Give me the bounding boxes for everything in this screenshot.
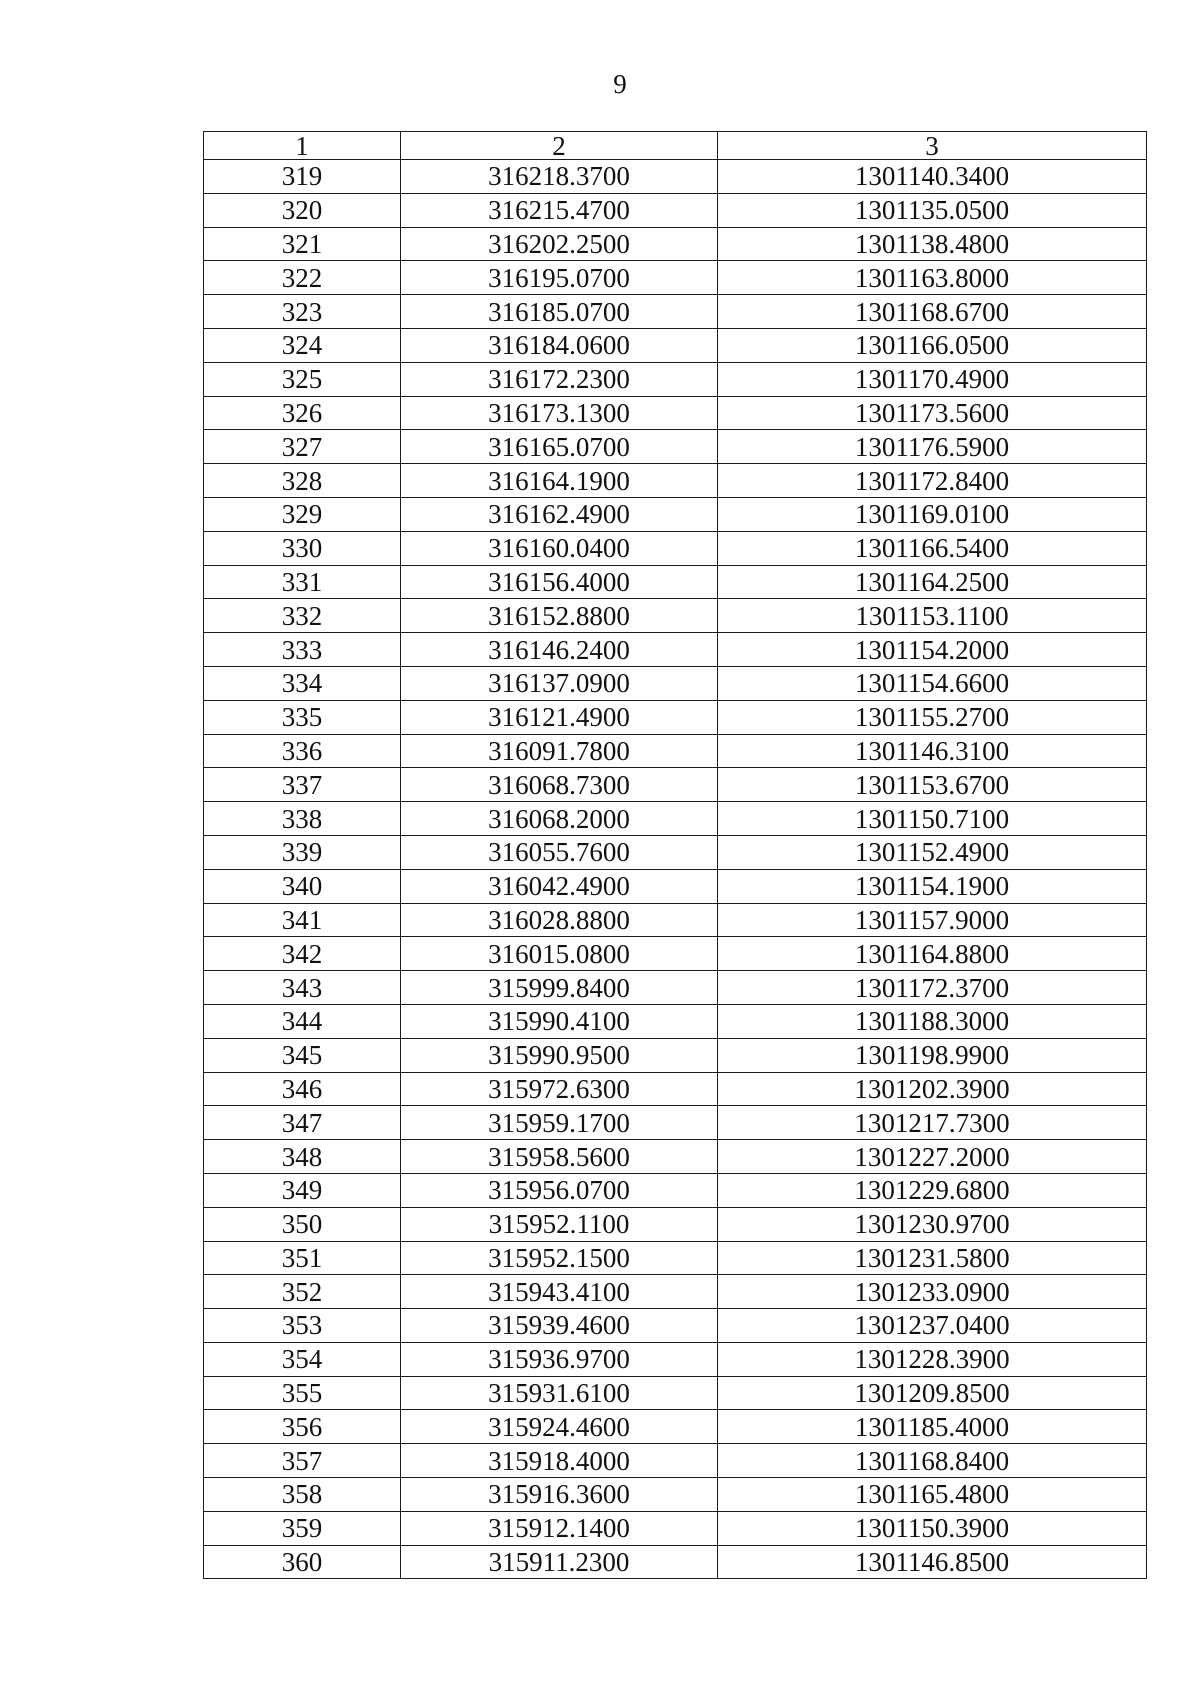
point-number-cell: 351 xyxy=(204,1241,401,1275)
point-number-cell: 321 xyxy=(204,227,401,261)
table-row xyxy=(204,1207,1147,1241)
coordinate-y-cell: 1301228.3900 xyxy=(718,1342,1147,1376)
point-number-cell: 319 xyxy=(204,160,401,194)
point-number-cell: 335 xyxy=(204,700,401,734)
point-number-cell: 327 xyxy=(204,430,401,464)
point-number-cell: 355 xyxy=(204,1376,401,1410)
coordinate-x-cell: 315999.8400 xyxy=(401,971,718,1005)
coordinate-y-cell: 1301154.1900 xyxy=(718,869,1147,903)
point-number-cell: 326 xyxy=(204,396,401,430)
table-header xyxy=(204,132,1147,160)
table-row xyxy=(204,903,1147,937)
coordinate-x-cell: 315958.5600 xyxy=(401,1140,718,1174)
coordinate-y-cell: 1301153.1100 xyxy=(718,599,1147,633)
coordinate-x-cell: 316146.2400 xyxy=(401,633,718,667)
coordinate-y-cell: 1301138.4800 xyxy=(718,227,1147,261)
coordinate-y-cell: 1301198.9900 xyxy=(718,1038,1147,1072)
coordinate-x-cell: 316215.4700 xyxy=(401,193,718,227)
coordinate-x-cell: 316185.0700 xyxy=(401,295,718,329)
point-number-cell: 349 xyxy=(204,1173,401,1207)
coordinate-x-cell: 316172.2300 xyxy=(401,362,718,396)
coordinate-x-cell: 316160.0400 xyxy=(401,531,718,565)
coordinate-x-cell: 315924.4600 xyxy=(401,1410,718,1444)
point-number-cell: 325 xyxy=(204,362,401,396)
table-row xyxy=(204,295,1147,329)
point-number-cell: 343 xyxy=(204,971,401,1005)
coordinate-x-cell: 315911.2300 xyxy=(401,1545,718,1579)
point-number-cell: 359 xyxy=(204,1511,401,1545)
table-row xyxy=(204,971,1147,1005)
table-row xyxy=(204,531,1147,565)
coordinate-x-cell: 315912.1400 xyxy=(401,1511,718,1545)
point-number-cell: 323 xyxy=(204,295,401,329)
table-row xyxy=(204,1410,1147,1444)
coordinate-x-cell: 316055.7600 xyxy=(401,835,718,869)
coordinate-y-cell: 1301202.3900 xyxy=(718,1072,1147,1106)
point-number-cell: 320 xyxy=(204,193,401,227)
point-number-cell: 338 xyxy=(204,802,401,836)
coordinate-y-cell: 1301230.9700 xyxy=(718,1207,1147,1241)
table-row xyxy=(204,1376,1147,1410)
coordinate-y-cell: 1301164.8800 xyxy=(718,937,1147,971)
table-row xyxy=(204,328,1147,362)
point-number-cell: 340 xyxy=(204,869,401,903)
point-number-cell: 331 xyxy=(204,565,401,599)
table-row xyxy=(204,362,1147,396)
coordinate-x-cell: 316184.0600 xyxy=(401,328,718,362)
header-cell-1: 1 xyxy=(204,132,401,160)
table-row xyxy=(204,1140,1147,1174)
coordinate-y-cell: 1301176.5900 xyxy=(718,430,1147,464)
point-number-cell: 337 xyxy=(204,768,401,802)
table-row xyxy=(204,734,1147,768)
point-number-cell: 357 xyxy=(204,1444,401,1478)
table-row xyxy=(204,869,1147,903)
table-row xyxy=(204,937,1147,971)
coordinate-x-cell: 315956.0700 xyxy=(401,1173,718,1207)
coordinate-x-cell: 316218.3700 xyxy=(401,160,718,194)
table-row xyxy=(204,193,1147,227)
table-row xyxy=(204,1309,1147,1343)
coordinate-y-cell: 1301172.3700 xyxy=(718,971,1147,1005)
coordinate-y-cell: 1301155.2700 xyxy=(718,700,1147,734)
coordinate-y-cell: 1301135.0500 xyxy=(718,193,1147,227)
table-row xyxy=(204,700,1147,734)
table-row xyxy=(204,1444,1147,1478)
coordinate-y-cell: 1301164.2500 xyxy=(718,565,1147,599)
table-row xyxy=(204,1275,1147,1309)
coordinates-table xyxy=(203,131,1147,1579)
table-row xyxy=(204,835,1147,869)
point-number-cell: 350 xyxy=(204,1207,401,1241)
table-row xyxy=(204,565,1147,599)
coordinate-x-cell: 315936.9700 xyxy=(401,1342,718,1376)
table-row xyxy=(204,1072,1147,1106)
coordinate-y-cell: 1301173.5600 xyxy=(718,396,1147,430)
coordinate-x-cell: 316015.0800 xyxy=(401,937,718,971)
coordinate-x-cell: 316202.2500 xyxy=(401,227,718,261)
table-row xyxy=(204,261,1147,295)
coordinate-x-cell: 316156.4000 xyxy=(401,565,718,599)
table-row xyxy=(204,1038,1147,1072)
table-row xyxy=(204,160,1147,194)
coordinate-y-cell: 1301153.6700 xyxy=(718,768,1147,802)
coordinate-x-cell: 315990.4100 xyxy=(401,1004,718,1038)
coordinate-x-cell: 315972.6300 xyxy=(401,1072,718,1106)
coordinate-y-cell: 1301231.5800 xyxy=(718,1241,1147,1275)
coordinate-x-cell: 316165.0700 xyxy=(401,430,718,464)
point-number-cell: 328 xyxy=(204,464,401,498)
point-number-cell: 358 xyxy=(204,1478,401,1512)
coordinate-y-cell: 1301227.2000 xyxy=(718,1140,1147,1174)
point-number-cell: 324 xyxy=(204,328,401,362)
table-row xyxy=(204,1106,1147,1140)
coordinate-x-cell: 315952.1500 xyxy=(401,1241,718,1275)
point-number-cell: 330 xyxy=(204,531,401,565)
header-row xyxy=(204,132,1147,160)
coordinate-y-cell: 1301237.0400 xyxy=(718,1309,1147,1343)
point-number-cell: 360 xyxy=(204,1545,401,1579)
point-number-cell: 346 xyxy=(204,1072,401,1106)
coordinate-y-cell: 1301140.3400 xyxy=(718,160,1147,194)
coordinate-y-cell: 1301172.8400 xyxy=(718,464,1147,498)
coordinate-y-cell: 1301168.6700 xyxy=(718,295,1147,329)
point-number-cell: 339 xyxy=(204,835,401,869)
coordinate-y-cell: 1301217.7300 xyxy=(718,1106,1147,1140)
table-row xyxy=(204,666,1147,700)
coordinate-x-cell: 315916.3600 xyxy=(401,1478,718,1512)
coordinate-x-cell: 316121.4900 xyxy=(401,700,718,734)
table-row xyxy=(204,802,1147,836)
coordinate-x-cell: 316068.2000 xyxy=(401,802,718,836)
table-row xyxy=(204,396,1147,430)
coordinate-y-cell: 1301185.4000 xyxy=(718,1410,1147,1444)
table-row xyxy=(204,1511,1147,1545)
coordinate-y-cell: 1301188.3000 xyxy=(718,1004,1147,1038)
point-number-cell: 342 xyxy=(204,937,401,971)
table-row xyxy=(204,497,1147,531)
header-cell-2: 2 xyxy=(401,132,718,160)
coordinate-y-cell: 1301209.8500 xyxy=(718,1376,1147,1410)
coordinate-y-cell: 1301154.2000 xyxy=(718,633,1147,667)
table-row xyxy=(204,633,1147,667)
table-row xyxy=(204,768,1147,802)
coordinate-y-cell: 1301150.7100 xyxy=(718,802,1147,836)
table-row xyxy=(204,1241,1147,1275)
coordinate-x-cell: 315931.6100 xyxy=(401,1376,718,1410)
table-row xyxy=(204,430,1147,464)
table-row xyxy=(204,1478,1147,1512)
coordinate-y-cell: 1301169.0100 xyxy=(718,497,1147,531)
coordinate-x-cell: 315952.1100 xyxy=(401,1207,718,1241)
coordinate-y-cell: 1301233.0900 xyxy=(718,1275,1147,1309)
table-row xyxy=(204,1173,1147,1207)
coordinate-x-cell: 316173.1300 xyxy=(401,396,718,430)
coordinate-y-cell: 1301163.8000 xyxy=(718,261,1147,295)
coordinate-x-cell: 316164.1900 xyxy=(401,464,718,498)
point-number-cell: 345 xyxy=(204,1038,401,1072)
table-row xyxy=(204,1004,1147,1038)
table-row xyxy=(204,464,1147,498)
coordinate-y-cell: 1301229.6800 xyxy=(718,1173,1147,1207)
coordinate-x-cell: 315918.4000 xyxy=(401,1444,718,1478)
point-number-cell: 348 xyxy=(204,1140,401,1174)
point-number-cell: 336 xyxy=(204,734,401,768)
coordinate-y-cell: 1301168.8400 xyxy=(718,1444,1147,1478)
coordinate-x-cell: 315990.9500 xyxy=(401,1038,718,1072)
coordinate-y-cell: 1301146.8500 xyxy=(718,1545,1147,1579)
table-row xyxy=(204,1342,1147,1376)
coordinate-x-cell: 316028.8800 xyxy=(401,903,718,937)
table-row xyxy=(204,1545,1147,1579)
point-number-cell: 352 xyxy=(204,1275,401,1309)
point-number-cell: 329 xyxy=(204,497,401,531)
coordinate-y-cell: 1301157.9000 xyxy=(718,903,1147,937)
coordinate-x-cell: 315959.1700 xyxy=(401,1106,718,1140)
coordinate-y-cell: 1301154.6600 xyxy=(718,666,1147,700)
coordinate-y-cell: 1301146.3100 xyxy=(718,734,1147,768)
point-number-cell: 344 xyxy=(204,1004,401,1038)
point-number-cell: 322 xyxy=(204,261,401,295)
coordinate-x-cell: 316195.0700 xyxy=(401,261,718,295)
point-number-cell: 356 xyxy=(204,1410,401,1444)
table-body xyxy=(204,160,1147,1579)
coordinate-y-cell: 1301152.4900 xyxy=(718,835,1147,869)
coordinate-y-cell: 1301150.3900 xyxy=(718,1511,1147,1545)
coordinate-x-cell: 315939.4600 xyxy=(401,1309,718,1343)
point-number-cell: 334 xyxy=(204,666,401,700)
coordinate-x-cell: 316091.7800 xyxy=(401,734,718,768)
coordinate-x-cell: 316162.4900 xyxy=(401,497,718,531)
coordinate-y-cell: 1301166.5400 xyxy=(718,531,1147,565)
point-number-cell: 332 xyxy=(204,599,401,633)
table-row xyxy=(204,599,1147,633)
coordinate-x-cell: 316152.8800 xyxy=(401,599,718,633)
point-number-cell: 347 xyxy=(204,1106,401,1140)
page-number: 9 xyxy=(613,69,627,99)
header-cell-3: 3 xyxy=(718,132,1147,160)
coordinate-x-cell: 316068.7300 xyxy=(401,768,718,802)
point-number-cell: 341 xyxy=(204,903,401,937)
coordinate-x-cell: 316137.0900 xyxy=(401,666,718,700)
point-number-cell: 353 xyxy=(204,1309,401,1343)
coordinate-y-cell: 1301166.0500 xyxy=(718,328,1147,362)
point-number-cell: 354 xyxy=(204,1342,401,1376)
coordinate-y-cell: 1301165.4800 xyxy=(718,1478,1147,1512)
point-number-cell: 333 xyxy=(204,633,401,667)
table-row xyxy=(204,227,1147,261)
coordinate-x-cell: 315943.4100 xyxy=(401,1275,718,1309)
coordinate-x-cell: 316042.4900 xyxy=(401,869,718,903)
coordinate-y-cell: 1301170.4900 xyxy=(718,362,1147,396)
